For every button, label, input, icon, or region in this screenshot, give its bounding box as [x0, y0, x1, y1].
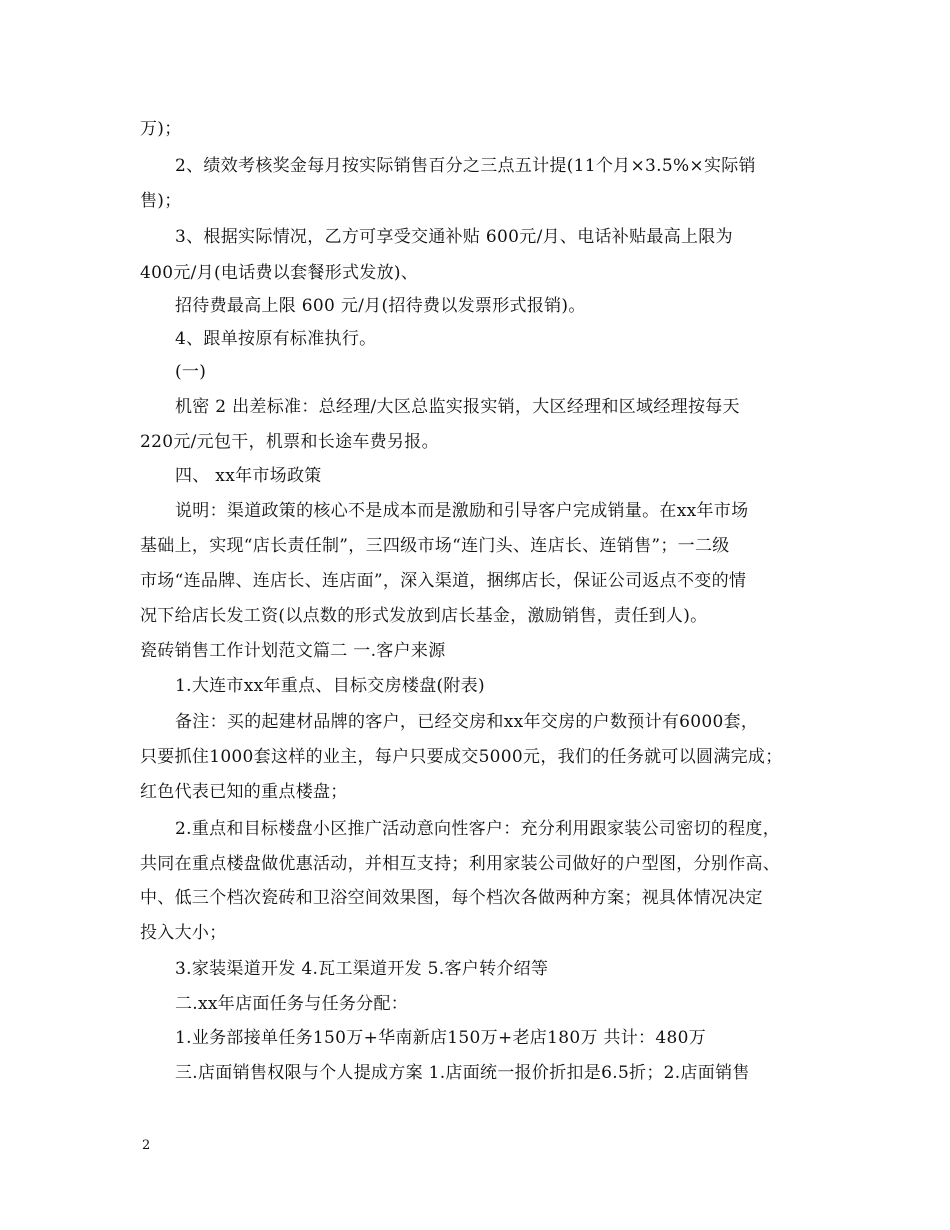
text-line: 投入大小； — [140, 923, 227, 943]
text-line: 万)； — [140, 119, 182, 139]
text-line: 1.业务部接单任务150万+华南新店150万+老店180万 共计：480万 — [175, 1028, 707, 1048]
text-line: 机密 2 出差标准：总经理/大区总监实报实销，大区经理和区域经理按每天 — [175, 397, 740, 417]
text-line: 况下给店长发工资(以点数的形式发放到店长基金，激励销售，责任到人)。 — [140, 606, 708, 626]
text-line: 只要抓住1000套这样的业主，每户只要成交5000元，我们的任务就可以圆满完成； — [140, 747, 783, 767]
text-line: 3、根据实际情况，乙方可享受交通补贴 600元/月、电话补贴最高上限为 — [175, 227, 733, 247]
text-line: 基础上，实现“店长责任制”，三四级市场“连门头、连店长、连销售”；一二级 — [140, 536, 730, 556]
text-line: 中、低三个档次瓷砖和卫浴空间效果图，每个档次各做两种方案；视具体情况决定 — [140, 888, 763, 908]
text-line: 红色代表已知的重点楼盘； — [140, 782, 348, 802]
section-heading: 瓷砖销售工作计划范文篇二 一.客户来源 — [140, 641, 446, 661]
text-line: 售)； — [140, 191, 182, 211]
section-heading: 三.店面销售权限与个人提成方案 1.店面统一报价折扣是6.5折；2.店面销售 — [175, 1063, 750, 1083]
text-line: 共同在重点楼盘做优惠活动，并相互支持；利用家装公司做好的户型图，分别作高、 — [140, 854, 781, 874]
section-heading: 二.xx年店面任务与任务分配： — [175, 994, 409, 1014]
text-line: 3.家装渠道开发 4.瓦工渠道开发 5.客户转介绍等 — [175, 959, 549, 979]
text-line: 备注：买的起建材品牌的客户，已经交房和xx年交房的户数预计有6000套， — [175, 712, 759, 732]
text-line: 说明：渠道政策的核心不是成本而是激励和引导客户完成销量。在xx年市场 — [175, 501, 749, 521]
text-line: 4、跟单按原有标准执行。 — [175, 329, 377, 349]
text-line: 2.重点和目标楼盘小区推广活动意向性客户：充分利用跟家装公司密切的程度， — [175, 819, 781, 839]
page-number: 2 — [142, 1138, 151, 1153]
text-line: 400元/月(电话费以套餐形式发放)、 — [140, 263, 419, 283]
text-line: 招待费最高上限 600 元/月(招待费以发票形式报销)。 — [175, 296, 586, 316]
text-line: (一) — [175, 362, 207, 382]
text-line: 1.大连市xx年重点、目标交房楼盘(附表) — [175, 676, 485, 696]
text-line: 2、绩效考核奖金每月按实际销售百分之三点五计提(11个月×3.5%×实际销 — [175, 156, 756, 176]
text-line: 220元/元包干，机票和长途车费另报。 — [140, 432, 439, 452]
section-heading: 四、 xx年市场政策 — [175, 466, 322, 486]
text-line: 市场“连品牌、连店长、连店面”，深入渠道，捆绑店长，保证公司返点不变的情 — [140, 571, 747, 591]
